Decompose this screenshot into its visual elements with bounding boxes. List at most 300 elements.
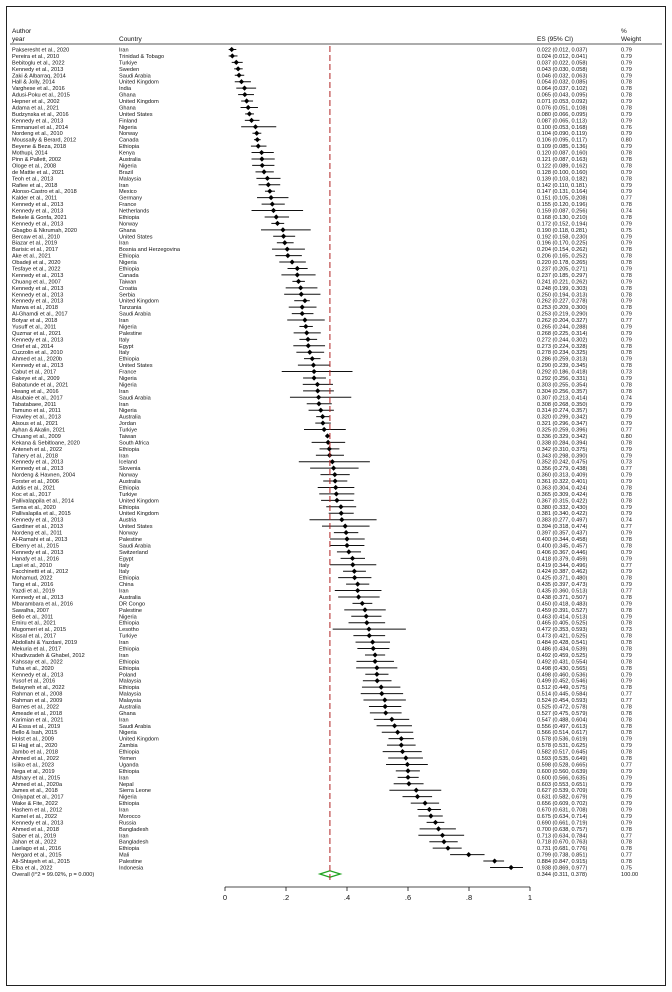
- study-country-label: China: [119, 582, 134, 589]
- study-weight-label: 0.79: [621, 234, 632, 241]
- study-country-label: Norway: [119, 472, 138, 479]
- study-es-ci-label: 0.380 (0.332, 0.430): [537, 504, 588, 511]
- study-weight-label: 0.79: [621, 678, 632, 685]
- study-point-estimate: [236, 73, 241, 78]
- study-weight-label: 0.79: [621, 446, 632, 453]
- study-weight-label: 0.77: [621, 852, 632, 859]
- study-weight-label: 0.79: [621, 414, 632, 421]
- study-weight-label: 0.79: [621, 66, 632, 73]
- study-weight-label: 0.78: [621, 292, 632, 299]
- study-author-label: Pallivalapila et al., 2015: [12, 511, 71, 518]
- study-author-label: Pakseresht et al., 2020: [12, 47, 70, 54]
- study-point-estimate: [281, 234, 286, 239]
- study-author-label: de Mattie et al., 2021: [12, 169, 65, 176]
- header-weight-percent: %: [621, 28, 627, 35]
- study-author-label: Kekana & Sebitloane, 2020: [12, 440, 80, 447]
- study-point-estimate: [306, 343, 311, 348]
- study-country-label: Saudi Arabia: [119, 311, 151, 318]
- study-country-label: Turkiye: [119, 633, 138, 640]
- study-author-label: Al-Ramahi et al., 2013: [12, 537, 68, 544]
- study-country-label: Taiwan: [119, 279, 137, 286]
- study-es-ci-label: 0.307 (0.213, 0.414): [537, 395, 588, 402]
- x-tick-label: 1: [527, 893, 533, 902]
- study-country-label: Ethiopia: [119, 620, 140, 627]
- study-point-estimate: [344, 543, 349, 548]
- study-es-ci-label: 0.100 (0.053, 0.168): [537, 124, 588, 131]
- study-author-label: Quzmar et al., 2021: [12, 330, 62, 337]
- study-country-label: Nigeria: [119, 324, 137, 331]
- study-country-label: Bangladesh: [119, 826, 149, 833]
- study-country-label: Germany: [119, 195, 143, 202]
- study-country-label: Slovenia: [119, 466, 141, 473]
- study-country-label: Nepal: [119, 781, 134, 788]
- study-es-ci-label: 0.080 (0.066, 0.095): [537, 111, 588, 118]
- study-weight-label: 0.74: [621, 517, 632, 524]
- study-es-ci-label: 0.104 (0.090, 0.119): [537, 131, 587, 138]
- study-weight-label: 0.79: [621, 556, 632, 563]
- study-weight-label: 0.77: [621, 833, 632, 840]
- study-author-label: Lapi et al., 2010: [12, 562, 52, 569]
- study-country-label: Turkiye: [119, 60, 138, 67]
- study-country-label: Zambia: [119, 743, 138, 750]
- study-country-label: Norway: [119, 131, 138, 138]
- study-point-estimate: [255, 137, 260, 142]
- study-country-label: Malaysia: [119, 678, 142, 685]
- overall-weight-label: 100.00: [621, 872, 639, 878]
- study-weight-label: 0.75: [621, 227, 632, 234]
- study-weight-label: 0.79: [621, 801, 632, 808]
- study-country-label: Uganda: [119, 762, 139, 769]
- study-country-label: Iran: [119, 318, 129, 325]
- study-author-label: Chuang et al., 2009: [12, 433, 61, 440]
- study-country-label: Ethiopia: [119, 685, 140, 692]
- study-weight-label: 0.79: [621, 614, 632, 621]
- study-es-ci-label: 0.109 (0.085, 0.136): [537, 144, 588, 151]
- study-point-estimate: [327, 446, 332, 451]
- study-point-estimate: [296, 279, 301, 284]
- study-country-label: Sierra Leone: [119, 788, 152, 795]
- study-es-ci-label: 0.273 (0.224, 0.328): [537, 343, 588, 350]
- study-es-ci-label: 0.292 (0.186, 0.418): [537, 369, 588, 376]
- study-es-ci-label: 0.556 (0.497, 0.613): [537, 723, 588, 730]
- study-author-label: Elberry et al., 2015: [12, 543, 59, 550]
- study-es-ci-label: 0.600 (0.560, 0.639): [537, 768, 588, 775]
- study-author-label: Ali-Shtayeh et al., 2015: [12, 859, 70, 866]
- study-country-label: Ethiopia: [119, 504, 140, 511]
- study-author-label: Ahmed et al., 2018: [12, 826, 59, 833]
- study-weight-label: 0.79: [621, 279, 632, 286]
- study-author-label: Sawalha, 2007: [12, 607, 50, 614]
- study-point-estimate: [247, 111, 252, 116]
- study-point-estimate: [343, 530, 348, 535]
- study-country-label: Russia: [119, 820, 137, 827]
- study-author-label: Sema et al., 2020: [12, 504, 56, 511]
- study-es-ci-label: 0.343 (0.298, 0.390): [537, 453, 588, 460]
- study-es-ci-label: 0.352 (0.242, 0.475): [537, 459, 588, 466]
- study-weight-label: 0.78: [621, 214, 632, 221]
- study-es-ci-label: 0.598 (0.528, 0.665): [537, 762, 588, 769]
- study-es-ci-label: 0.314 (0.274, 0.357): [537, 408, 588, 415]
- x-tick-label: .4: [343, 893, 351, 902]
- study-point-estimate: [367, 633, 372, 638]
- study-weight-label: 0.78: [621, 543, 632, 550]
- study-es-ci-label: 0.237 (0.205, 0.271): [537, 266, 588, 273]
- study-point-estimate: [282, 240, 287, 245]
- study-es-ci-label: 0.799 (0.738, 0.851): [537, 852, 588, 859]
- study-weight-label: 0.79: [621, 73, 632, 80]
- study-country-label: Finland: [119, 118, 138, 125]
- study-weight-label: 0.78: [621, 859, 632, 866]
- study-weight-label: 0.79: [621, 356, 632, 363]
- study-es-ci-label: 0.361 (0.322, 0.401): [537, 479, 588, 486]
- study-weight-label: 0.77: [621, 466, 632, 473]
- study-es-ci-label: 0.690 (0.661, 0.719): [537, 820, 588, 827]
- study-country-label: United Kingdom: [119, 99, 159, 106]
- study-es-ci-label: 0.122 (0.089, 0.162): [537, 163, 588, 170]
- study-author-label: James et al., 2018: [12, 788, 58, 795]
- study-point-estimate: [364, 614, 369, 619]
- study-country-label: Ethiopia: [119, 575, 140, 582]
- study-country-label: United States: [119, 234, 153, 241]
- study-weight-label: 0.73: [621, 459, 632, 466]
- study-point-estimate: [271, 208, 276, 213]
- study-author-label: Belayneh et al., 2022: [12, 685, 65, 692]
- study-country-label: Nigeria: [119, 614, 137, 621]
- study-point-estimate: [379, 691, 384, 696]
- study-author-label: Abdollahi & Yazdani, 2019: [12, 640, 78, 647]
- study-author-label: Hepner et al., 2002: [12, 99, 60, 106]
- study-author-label: Bercaw et al., 2010: [12, 234, 60, 241]
- study-point-estimate: [399, 736, 404, 741]
- study-country-label: Australia: [119, 704, 141, 711]
- study-es-ci-label: 0.603 (0.553, 0.651): [537, 781, 588, 788]
- study-weight-label: 0.78: [621, 260, 632, 267]
- study-weight-label: 0.79: [621, 111, 632, 118]
- study-es-ci-label: 0.204 (0.154, 0.262): [537, 247, 588, 254]
- study-country-label: Canada: [119, 137, 139, 144]
- study-country-label: Iran: [119, 453, 129, 460]
- study-point-estimate: [274, 214, 279, 219]
- study-weight-label: 0.76: [621, 124, 632, 131]
- study-weight-label: 0.78: [621, 620, 632, 627]
- study-es-ci-label: 0.527 (0.475, 0.579): [537, 710, 588, 717]
- study-weight-label: 0.77: [621, 691, 632, 698]
- study-country-label: Iran: [119, 47, 129, 54]
- study-author-label: Zaki & Albarraq, 2014: [12, 73, 66, 80]
- study-point-estimate: [302, 317, 307, 322]
- study-author-label: Kennedy et al., 2013: [12, 221, 64, 228]
- study-weight-label: 0.78: [621, 723, 632, 730]
- study-es-ci-label: 0.024 (0.012, 0.041): [537, 53, 588, 60]
- study-weight-label: 0.79: [621, 820, 632, 827]
- study-author-label: Mohamud, 2022: [12, 575, 53, 582]
- study-country-label: Italy: [119, 562, 130, 569]
- overall-es-ci-label: 0.344 (0.311, 0.378): [537, 872, 587, 878]
- study-weight-label: 0.79: [621, 144, 632, 151]
- study-point-estimate: [343, 524, 348, 529]
- study-es-ci-label: 0.320 (0.299, 0.342): [537, 414, 588, 421]
- study-point-estimate: [383, 704, 388, 709]
- study-author-label: Barisic et al., 2017: [12, 247, 59, 254]
- study-weight-label: 0.78: [621, 710, 632, 717]
- study-country-label: Nigeria: [119, 375, 137, 382]
- study-author-label: Pereira et al., 2010: [12, 53, 60, 60]
- study-point-estimate: [311, 369, 316, 374]
- study-weight-label: 0.77: [621, 698, 632, 705]
- study-point-estimate: [372, 659, 377, 664]
- study-es-ci-label: 0.142 (0.110, 0.181): [537, 182, 587, 189]
- study-es-ci-label: 0.308 (0.268, 0.350): [537, 401, 588, 408]
- study-point-estimate: [316, 401, 321, 406]
- study-weight-label: 0.77: [621, 318, 632, 325]
- study-weight-label: 0.80: [621, 433, 632, 440]
- study-point-estimate: [242, 92, 247, 97]
- study-country-label: Iran: [119, 833, 129, 840]
- study-es-ci-label: 0.248 (0.199, 0.303): [537, 285, 588, 292]
- study-author-label: Laelago et al., 2016: [12, 846, 62, 853]
- study-author-label: Yusuff et al., 2011: [12, 324, 57, 331]
- study-es-ci-label: 0.147 (0.131, 0.164): [537, 189, 588, 196]
- study-es-ci-label: 0.192 (0.158, 0.230): [537, 234, 588, 241]
- study-country-label: Saudi Arabia: [119, 395, 151, 402]
- study-author-label: Ayhan & Akalin, 2021: [12, 427, 66, 434]
- study-weight-label: 0.76: [621, 788, 632, 795]
- study-point-estimate: [334, 491, 339, 496]
- study-weight-label: 0.79: [621, 189, 632, 196]
- study-point-estimate: [320, 420, 325, 425]
- study-weight-label: 0.79: [621, 337, 632, 344]
- x-tick-label: .6: [404, 893, 412, 902]
- study-point-estimate: [310, 356, 315, 361]
- study-es-ci-label: 0.220 (0.178, 0.265): [537, 260, 588, 267]
- study-weight-label: 0.78: [621, 498, 632, 505]
- study-country-label: Nigeria: [119, 730, 137, 737]
- study-es-ci-label: 0.054 (0.032, 0.085): [537, 79, 588, 86]
- study-author-label: Mekuria et al., 2017: [12, 646, 62, 653]
- study-es-ci-label: 0.196 (0.170, 0.225): [537, 240, 588, 247]
- study-es-ci-label: 0.304 (0.256, 0.357): [537, 388, 588, 395]
- study-es-ci-label: 0.498 (0.460, 0.536): [537, 672, 588, 679]
- study-es-ci-label: 0.459 (0.391, 0.527): [537, 607, 588, 614]
- study-weight-label: 0.78: [621, 685, 632, 692]
- study-point-estimate: [405, 775, 410, 780]
- study-point-estimate: [285, 253, 290, 258]
- study-country-label: Italy: [119, 337, 130, 344]
- study-point-estimate: [254, 131, 259, 136]
- study-weight-label: 0.78: [621, 382, 632, 389]
- study-country-label: Iran: [119, 717, 129, 724]
- study-point-estimate: [330, 459, 335, 464]
- study-point-estimate: [298, 285, 303, 290]
- study-author-label: Nergard et al., 2015: [12, 852, 62, 859]
- study-country-label: Iran: [119, 388, 129, 395]
- study-point-estimate: [400, 749, 405, 754]
- study-country-label: Iran: [119, 807, 129, 814]
- study-es-ci-label: 0.022 (0.012, 0.037): [537, 47, 588, 54]
- study-es-ci-label: 0.253 (0.219, 0.290): [537, 311, 588, 318]
- study-country-label: Egypt: [119, 556, 134, 563]
- study-es-ci-label: 0.046 (0.032, 0.063): [537, 73, 588, 80]
- study-author-label: Holst et al., 2009: [12, 736, 54, 743]
- study-point-estimate: [350, 562, 355, 567]
- study-country-label: Lesotho: [119, 627, 139, 634]
- study-author-label: Kennedy et al., 2013: [12, 272, 64, 279]
- study-es-ci-label: 0.627 (0.539, 0.709): [537, 788, 588, 795]
- study-country-label: United States: [119, 363, 153, 370]
- study-es-ci-label: 0.578 (0.536, 0.619): [537, 736, 588, 743]
- study-point-estimate: [374, 672, 379, 677]
- study-point-estimate: [433, 820, 438, 825]
- study-es-ci-label: 0.450 (0.418, 0.483): [537, 601, 588, 608]
- study-point-estimate: [445, 846, 450, 851]
- study-es-ci-label: 0.406 (0.367, 0.446): [537, 549, 588, 556]
- study-point-estimate: [356, 594, 361, 599]
- study-author-label: Ologe et al., 2008: [12, 163, 57, 170]
- study-point-estimate: [339, 517, 344, 522]
- study-es-ci-label: 0.465 (0.405, 0.525): [537, 620, 588, 627]
- study-point-estimate: [339, 511, 344, 516]
- study-author-label: Bebitoglu et al., 2022: [12, 60, 65, 67]
- study-country-label: Palestine: [119, 537, 143, 544]
- study-point-estimate: [350, 556, 355, 561]
- study-author-label: Bello & Isah, 2015: [12, 730, 58, 737]
- study-es-ci-label: 0.241 (0.221, 0.262): [537, 279, 588, 286]
- study-weight-label: 0.78: [621, 846, 632, 853]
- study-point-estimate: [246, 105, 251, 110]
- study-es-ci-label: 0.237 (0.185, 0.297): [537, 272, 588, 279]
- study-es-ci-label: 0.463 (0.414, 0.513): [537, 614, 588, 621]
- study-country-label: Ethiopia: [119, 801, 140, 808]
- study-es-ci-label: 0.713 (0.634, 0.784): [537, 833, 588, 840]
- overall-label: Overall (I^2 = 99.02%, p = 0.000): [12, 872, 95, 878]
- study-point-estimate: [275, 221, 280, 226]
- study-author-label: Oniyapat et al., 2017: [12, 794, 64, 801]
- header-es-ci: ES (95% CI): [537, 36, 574, 43]
- study-country-label: Bangladesh: [119, 839, 149, 846]
- study-weight-label: 0.79: [621, 182, 632, 189]
- study-country-label: Italy: [119, 350, 130, 357]
- study-es-ci-label: 0.394 (0.318, 0.474): [537, 524, 588, 531]
- study-point-estimate: [364, 620, 369, 625]
- study-weight-label: 0.79: [621, 472, 632, 479]
- study-point-estimate: [300, 311, 305, 316]
- study-es-ci-label: 0.290 (0.239, 0.345): [537, 363, 588, 370]
- study-author-label: Bekele & Gonfa, 2021: [12, 214, 67, 221]
- study-es-ci-label: 0.172 (0.152, 0.194): [537, 221, 588, 228]
- study-weight-label: 0.78: [621, 633, 632, 640]
- study-es-ci-label: 0.128 (0.100, 0.160): [537, 169, 588, 176]
- study-point-estimate: [285, 247, 290, 252]
- study-country-label: Nigeria: [119, 163, 137, 170]
- study-country-label: Palestine: [119, 859, 143, 866]
- study-weight-label: 0.79: [621, 743, 632, 750]
- study-author-label: Tang et al., 2016: [12, 582, 54, 589]
- x-tick-label: .8: [465, 893, 473, 902]
- study-weight-label: 0.79: [621, 511, 632, 518]
- study-point-estimate: [370, 639, 375, 644]
- study-author-label: Kennedy et al., 2013: [12, 208, 64, 215]
- study-weight-label: 0.74: [621, 208, 632, 215]
- study-point-estimate: [325, 433, 330, 438]
- study-author-label: Hwang et al., 2016: [12, 388, 59, 395]
- study-es-ci-label: 0.400 (0.345, 0.457): [537, 543, 588, 550]
- study-point-estimate: [360, 601, 365, 606]
- study-author-label: Tuha et al., 2020: [12, 665, 54, 672]
- study-weight-label: 0.74: [621, 395, 632, 402]
- study-author-label: Nordeng et al., 2011: [12, 530, 63, 537]
- study-country-label: Ethiopia: [119, 846, 140, 853]
- study-author-label: Jambo et al., 2018: [12, 749, 59, 756]
- study-weight-label: 0.79: [621, 401, 632, 408]
- study-country-label: Jordan: [119, 421, 137, 428]
- study-point-estimate: [229, 47, 234, 52]
- study-point-estimate: [508, 865, 513, 870]
- study-point-estimate: [338, 504, 343, 509]
- study-author-label: Kennedy et al., 2013: [12, 594, 64, 601]
- study-point-estimate: [303, 324, 308, 329]
- study-weight-label: 0.78: [621, 646, 632, 653]
- study-es-ci-label: 0.292 (0.256, 0.331): [537, 375, 588, 382]
- study-es-ci-label: 0.363 (0.304, 0.424): [537, 485, 588, 492]
- study-author-label: Kennedy et al., 2013: [12, 517, 64, 524]
- study-country-label: Australia: [119, 156, 141, 163]
- study-es-ci-label: 0.656 (0.609, 0.702): [537, 801, 588, 808]
- study-author-label: Biazar et al., 2019: [12, 240, 58, 247]
- study-point-estimate: [244, 98, 249, 103]
- study-weight-label: 0.79: [621, 569, 632, 576]
- study-author-label: Saber et al., 2019: [12, 833, 57, 840]
- study-author-label: Pallivalappila et al., 2014: [12, 498, 74, 505]
- study-es-ci-label: 0.365 (0.309, 0.424): [537, 491, 588, 498]
- study-point-estimate: [395, 730, 400, 735]
- study-es-ci-label: 0.159 (0.087, 0.256): [537, 208, 588, 215]
- study-author-label: Kennedy et al., 2013: [12, 292, 64, 299]
- study-weight-label: 0.78: [621, 305, 632, 312]
- study-weight-label: 0.78: [621, 537, 632, 544]
- study-es-ci-label: 0.418 (0.379, 0.459): [537, 556, 588, 563]
- study-weight-label: 0.78: [621, 388, 632, 395]
- study-author-label: Kennedy et al., 2013: [12, 549, 64, 556]
- study-es-ci-label: 0.076 (0.051, 0.108): [537, 105, 588, 112]
- study-point-estimate: [492, 858, 497, 863]
- study-point-estimate: [318, 408, 323, 413]
- study-es-ci-label: 0.064 (0.037, 0.102): [537, 86, 588, 93]
- study-es-ci-label: 0.484 (0.428, 0.541): [537, 640, 588, 647]
- study-weight-label: 0.77: [621, 427, 632, 434]
- study-point-estimate: [334, 498, 339, 503]
- study-country-label: Austria: [119, 517, 137, 524]
- study-point-estimate: [399, 743, 404, 748]
- study-country-label: Malaysia: [119, 176, 142, 183]
- study-weight-label: 0.78: [621, 594, 632, 601]
- header-author: Author: [12, 28, 32, 35]
- header-year: year: [12, 36, 25, 43]
- study-weight-label: 0.78: [621, 150, 632, 157]
- study-author-label: Kissal et al., 2017: [12, 633, 57, 640]
- study-weight-label: 0.79: [621, 298, 632, 305]
- study-country-label: Iran: [119, 640, 129, 647]
- study-country-label: Saudi Arabia: [119, 543, 151, 550]
- study-author-label: Addis et al., 2021: [12, 485, 56, 492]
- study-author-label: Al-Ghamdi et al., 2017: [12, 311, 68, 318]
- study-es-ci-label: 0.435 (0.360, 0.513): [537, 588, 588, 595]
- study-author-label: El Hajj et al., 2020: [12, 743, 58, 750]
- study-point-estimate: [344, 536, 349, 541]
- study-author-label: Hall & Jolly, 2014: [12, 79, 55, 86]
- study-rows: [12, 47, 632, 872]
- study-weight-label: 0.78: [621, 105, 632, 112]
- study-country-label: Australia: [119, 594, 141, 601]
